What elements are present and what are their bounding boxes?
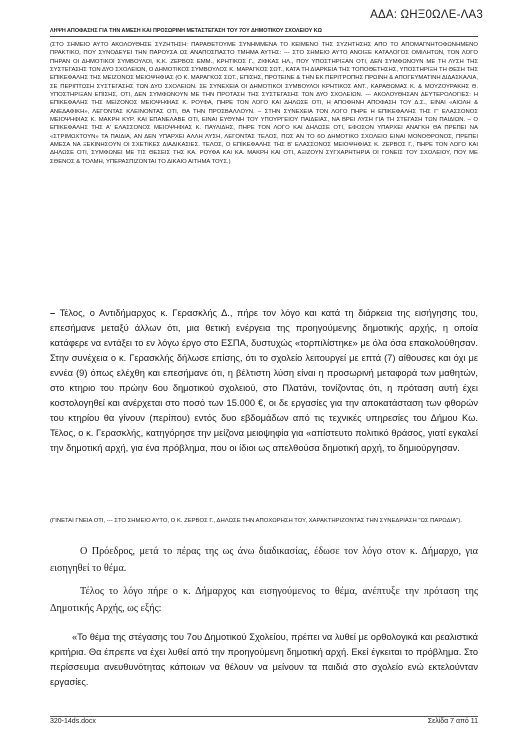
- dash-marker: –: [50, 308, 56, 318]
- mayor-intro-paragraph: Τέλος το λόγο πήρε ο κ. Δήμαρχος και εισηγούμενος το θέμα, ανέπτυξε την πρόταση της Δημοτικής Αρχής, ως εξής:: [50, 586, 478, 614]
- discussion-summary-paragraph: (ΣΤΟ ΣΗΜΕΙΟ ΑΥΤΟ ΑΚΟΛΟΥΘΗΣΕ ΣΥΖΗΤΗΣΗ: ΠΑΡΑΘΕΤΟΥΜΕ ΣΥΝΗΜΜΕΝΑ ΤΟ ΚΕΙΜΕΝΟ ΤΗΣ ΣΥΖΗΤΗΣΗΣ ΑΠΟ ΤΟ ΑΠΟΜΑΓΝΗΤΟΦΩΝΗΜΕΝΟ ΠΡΑΚΤΙΚΟ, ΠΟΥ ΣΥΝΟΔΕΥΕΙ ΤΗΝ ΠΑΡΟΥΣΑ ΩΣ ΑΝΑΠΟΣΠΑΣΤΟ ΤΜΗΜΑ ΑΥΤΗΣ: --- ΣΤΟ ΣΗΜΕΙΟ ΑΥΤΟ ΑΝΟΙΞΕ ΚΑΤΑΛΟΓΟΣ ΟΜΙΛΗΤΩΝ, ΤΟΝ ΛΟΓΟ ΠΗΡΑΝ ΟΙ ΔΗΜΟΤΙΚΟΙ ΣΥΜΒΟΥΛΟΙ, Κ.Κ. ΖΕΡΒΟΣ ΕΜΜ., ΚΡΗΤΙΚΟΣ Γ., ΖΙΦΚΑΣ ΗΛ., ΠΟΥ ΥΠΟΣΤΗΡΙΞΑΝ ΟΤΙ, ΔΕΝ ΣΥΜΦΩΝΟΥΝ ΜΕ ΤΗ ΛΥΣΗ ΤΗΣ ΣΥΣΤΕΓΑΣΗΣ ΤΩΝ ΔΥΟ ΣΧΟΛΕΙΩΝ, Ο ΔΗΜΟΤΙΚΟΣ ΣΥΜΒΟΥΛΟΣ Κ. ΜΑΡΑΓΚΟΣ ΣΩΤ., ΚΑΤΑ ΤΗ ΔΙΑΡΚΕΙΑ ΤΗΣ ΤΟΠΟΘΕΤΗΣΗΣ, ΥΠΟΣΤΗΡΙΞΗ ΤΗ ΘΕΣΗ ΤΗΣ ΕΠΙΚΕΦΑΛΗΣ ΤΗΣ ΜΕΙΖΟΝΟΣ ΜΕΙΟΨΗΦΙΑΣ (Ο Κ. ΜΑΡΑΓΚΟΣ ΣΩΤ., ΕΠΙΣΗΣ, ΠΡΟΤΕΙΝΕ & ΤΗΝ ΕΚ ΠΕΡΙΤΡΟΠΗΣ ΠΡΩΙΝΗ & ΑΠΟΓΕΥΜΑΤΙΝΗ ΔΙΔΑΣΚΑΛΙΑ, ΣΕ ΠΕΡΙΠΤΩΣΗ ΣΥΣΤΕΓΑΣΗΣ ΤΩΝ ΔΥΟ ΣΧΟΛΕΙΩΝ. ΣΕ ΣΥΝΕΧΕΙΑ ΟΙ ΔΗΜΟΤΙΚΟΙ ΣΥΜΒΟΥΛΟΙ ΚΡΗΤΙΚΟΣ ΑΝΤ., ΚΑΡΑΘΩΜΑΣ Κ. & ΜΟΥΖΟΥΡΑΚΗΣ Θ. ΥΠΟΣΤΗΡΙΞΑΝ ΕΠΙΣΗΣ, ΟΤΙ, ΔΕΝ ΣΥΜΦΩΝΟΥΝ ΜΕ ΤΗΝ ΠΡΟΤΑΣΗ ΤΗΣ ΣΥΣΤΕΓΑΣΗΣ ΤΩΝ ΔΥΟ ΣΧΟΛΕΙΩΝ. --- ΑΚΟΛΟΥΘΗΣΑΝ ΔΕΥΤΕΡΟΛΟΓΙΕΣ: Η ΕΠΙΚΕΦΑΛΗΣ ΤΗΣ ΜΕΙΖΟΝΟΣ ΜΕΙΟΨΗΦΙΑΣ Κ. ΡΟΥΦΑ, ΠΗΡΕ ΤΟΝ ΛΟΓΟ ΚΑΙ ΔΗΛΩΣΕ ΟΤΙ, Η ΑΠΟΦΗΝΗ ΑΠΟΦΑΣΗ ΤΟΥ Δ.Σ., ΕΙΝΑΙ «ΑΙΟΛΗ & ΑΝΕΔΑΦΙΚΗ», ΛΕΓΟΝΤΑΣ ΚΛΕΙΝΟΝΤΑΣ ΟΤΙ, ΘΑ ΤΗΝ ΠΡΟΣΒΑΛΛΟΥΝ. – ΣΤΗΝ ΣΥΝΕΧΕΙΑ ΤΟΝ ΛΟΓΟ ΠΗΡΕ Η ΕΠΙΚΕΦΑΛΗΣ ΤΗΣ Γ' ΕΛΑΣΣΟΝΟΣ ΜΕΙΟΨΗΦΙΑΣ Κ. ΜΑΚΡΗ ΚΥΡ. ΚΑΙ ΕΠΑΝΕΛΑΒΕ ΟΤΙ, ΕΙΝΑΙ ΕΥΘΥΝΗ ΤΟΥ ΥΠΟΥΡΓΕΙΟΥ ΠΑΙΔΕΙΑΣ, ΝΑ ΒΡΕΙ ΛΥΣΗ ΓΙΑ ΤΗ ΣΤΕΓΑΣΗ ΤΩΝ ΠΑΙΔΙΩΝ. – Ο ΕΠΙΚΕΦΑΛΗΣ ΤΗΣ Α' ΕΛΑΣΣΟΝΟΣ ΜΕΙΟΨΗΦΙΑΣ Κ. ΠΑΥΛΙΔΗΣ, ΠΗΡΕ ΤΟΝ ΛΟΓΟ ΚΑΙ ΔΗΛΩΣΕ ΟΤΙ, ΕΦΟΣΟΝ ΥΠΑΡΧΕΙ ΑΝΑΓΚΗ ΘΑ ΠΡΕΠΕΙ ΝΑ «ΣΤΡΙΜΩΧΤΟΥΝ» ΤΑ ΠΑΙΔΙΑ, ΑΝ ΔΕΝ ΥΠΑΡΧΕΙ ΑΛΛΗ ΛΥΣΗ, ΛΕΓΟΝΤΑΣ ΤΕΛΟΣ, ΠΩΣ ΑΝ ΤΟ 6Ο ΔΗΜΟΤΙΚΟ ΣΧΟΛΕΙΟ ΕΙΝΑΙ ΜΟΝΟΘΡΟΝΟΣ, ΠΡΕΠΕΙ ΑΜΕΣΑ ΝΑ ΞΕΚΙΝΗΣΟΥΝ ΟΙ ΣΧΕΤΙΚΕΣ ΔΙΑΔΙΚΑΣΙΕΣ. ΤΕΛΟΣ, Ο ΕΠΙΚΕΦΑΛΗΣ ΤΗΣ Β' ΕΛΑΣΣΟΝΟΣ ΜΕΙΟΨΗΦΙΑΣ Κ. ΖΕΡΒΟΣ Γ., ΠΗΡΕ ΤΟΝ ΛΟΓΟ ΚΑΙ ΔΗΛΩΣΕ ΟΤΙ, ΣΥΜΦΩΝΕΙ ΜΕ ΤΙΣ ΘΕΣΕΙΣ ΤΗΣ ΚΑ. ΡΟΥΦΑ ΚΑΙ ΚΑ. ΜΑΚΡΗ ΚΑΙ ΟΤΙ, ΑΞΙΖΟΥΝ ΣΥΓΧΑΡΗΤΗΡΙΑ ΟΙ ΓΟΝΕΙΣ ΤΟΥ ΣΧΟΛΕΙΟΥ, ΠΟΥ ΜΕ ΣΘΕΝΟΣ & ΤΟΛΜΗ, ΥΠΕΡΑΣΠΙΖΟΝΤΑΙ ΤΟ ΔΙΚΑΙΟ ΑΙΤΗΜΑ ΤΟΥΣ.): [50, 42, 478, 165]
- deputy-mayor-text: Τέλος, ο Αντιδήμαρχος κ. Γερασκλής Δ., πήρε τον λόγο και κατά τη διάρκεια της εισήγησης του, επεσήμανε μεταξύ άλλων ότι, μια θετική ενέργεια της προηγούμενης δημοτικής αρχής, η οποία κατάφερε να εντάξει το εν λόγω έργο στο ΕΣΠΑ, δυστυχώς «τορπιλίστηκε» με όλα όσα επακολούθησαν. Στην συνέχεια ο κ. Γερασκλής δήλωσε επίσης, ότι το σχολείο λειτουργεί με επτά (7) αίθουσες και όχι με εννέα (9) όπως ελέχθη και επεσήμανε ότι, η βέλτιστη λύση είναι η προσωρινή μεταφορά των μαθητών, στο κτηριο του πρώην 6ου δημοτικού σχολειού, στο Πλατάνι, τονίζοντας ότι, η πρόταση αυτή έχει κοστολογηθεί και ανέρχεται στο ποσό των 15.000 €, οι δε εργασίες για την αποκατάσταση των φθορών του κτηρίου θα γίνουν (περίπου) εντός δυο εβδομάδων από τις τεχνικές υπηρεσίες του Δήμου Κω. Τέλος, ο κ. Γερασκλής, κατηγόρησε την μείζονα μειοψηφία για «απίστευτο πολιτικό θράσος, γιατί εγκαλεί την δημοτική αρχή, για ένα πρόβλημα, που οι ίδιοι ως απελθούσα δημοτική αρχή, το δημιούργησαν.: [50, 308, 478, 453]
- mayor-quote-paragraph: «Το θέμα της στέγασης του 7ου Δημοτικού Σχολείου, πρέπει να λυθεί με ορθολογικά και ρεαλιστικά κριτήρια. Θα έπρεπε να έχει λυθεί από την προηγούμενη δημοτική αρχή. Εκεί έγκειται το πρόβλημα. Στο περίσσευμα ανευθυνότητας κάποιων να θέλουν να μείνουν τα παιδιά στο σχολείο ενώ εκτελούνταν εργασίες.: [50, 632, 478, 687]
- footer-filename: 320-14ds.docx: [50, 718, 96, 725]
- departure-note-paragraph: (ΓΙΝΕΤΑΙ ΓΝΕΙΑ ΟΤΙ, --- ΣΤΟ ΣΗΜΕΙΟ ΑΥΤΟ, Ο Κ. ΖΕΡΒΟΣ Γ., ΔΗΛΩΣΕ ΤΗΝ ΑΠΟΧΩΡΗΣΗ ΤΟΥ, ΧΑΡΑΚΤΗΡΙΖΟΝΤΑΣ ΤΗΝ ΣΥΝΕΔΡΙΑΣΗ "ΩΣ ΠΑΡΩΔΙΑ").: [50, 518, 462, 524]
- deputy-mayor-paragraph: [50, 306, 478, 456]
- ada-code: ΑΔΑ: ΩΗΞ0ΩΛΕ-ΛΑ3: [370, 9, 483, 21]
- footer-page-number: Σελίδα 7 από 11: [427, 718, 478, 725]
- document-header-title: ΛΗΨΗ ΑΠΟΦΑΣΗΣ ΓΙΑ ΤΗΝ ΑΜΕΣΗ ΚΑΙ ΠΡΟΣΩΡΙΝΗ ΜΕΤΑΣΤΕΓΑΣΗ ΤΟΥ 7ΟΥ ΔΗΜΟΤΙΚΟΥ ΣΧΟΛΕΙΟΥ ΚΩ: [50, 28, 478, 37]
- president-paragraph: Ο Πρόεδρος, μετά το πέρας της ως άνω διαδικασίας, έδωσε τον λόγο στον κ. Δήμαρχο, για εισηγηθεί το θέμα.: [50, 546, 478, 574]
- footer-rule: [50, 716, 478, 717]
